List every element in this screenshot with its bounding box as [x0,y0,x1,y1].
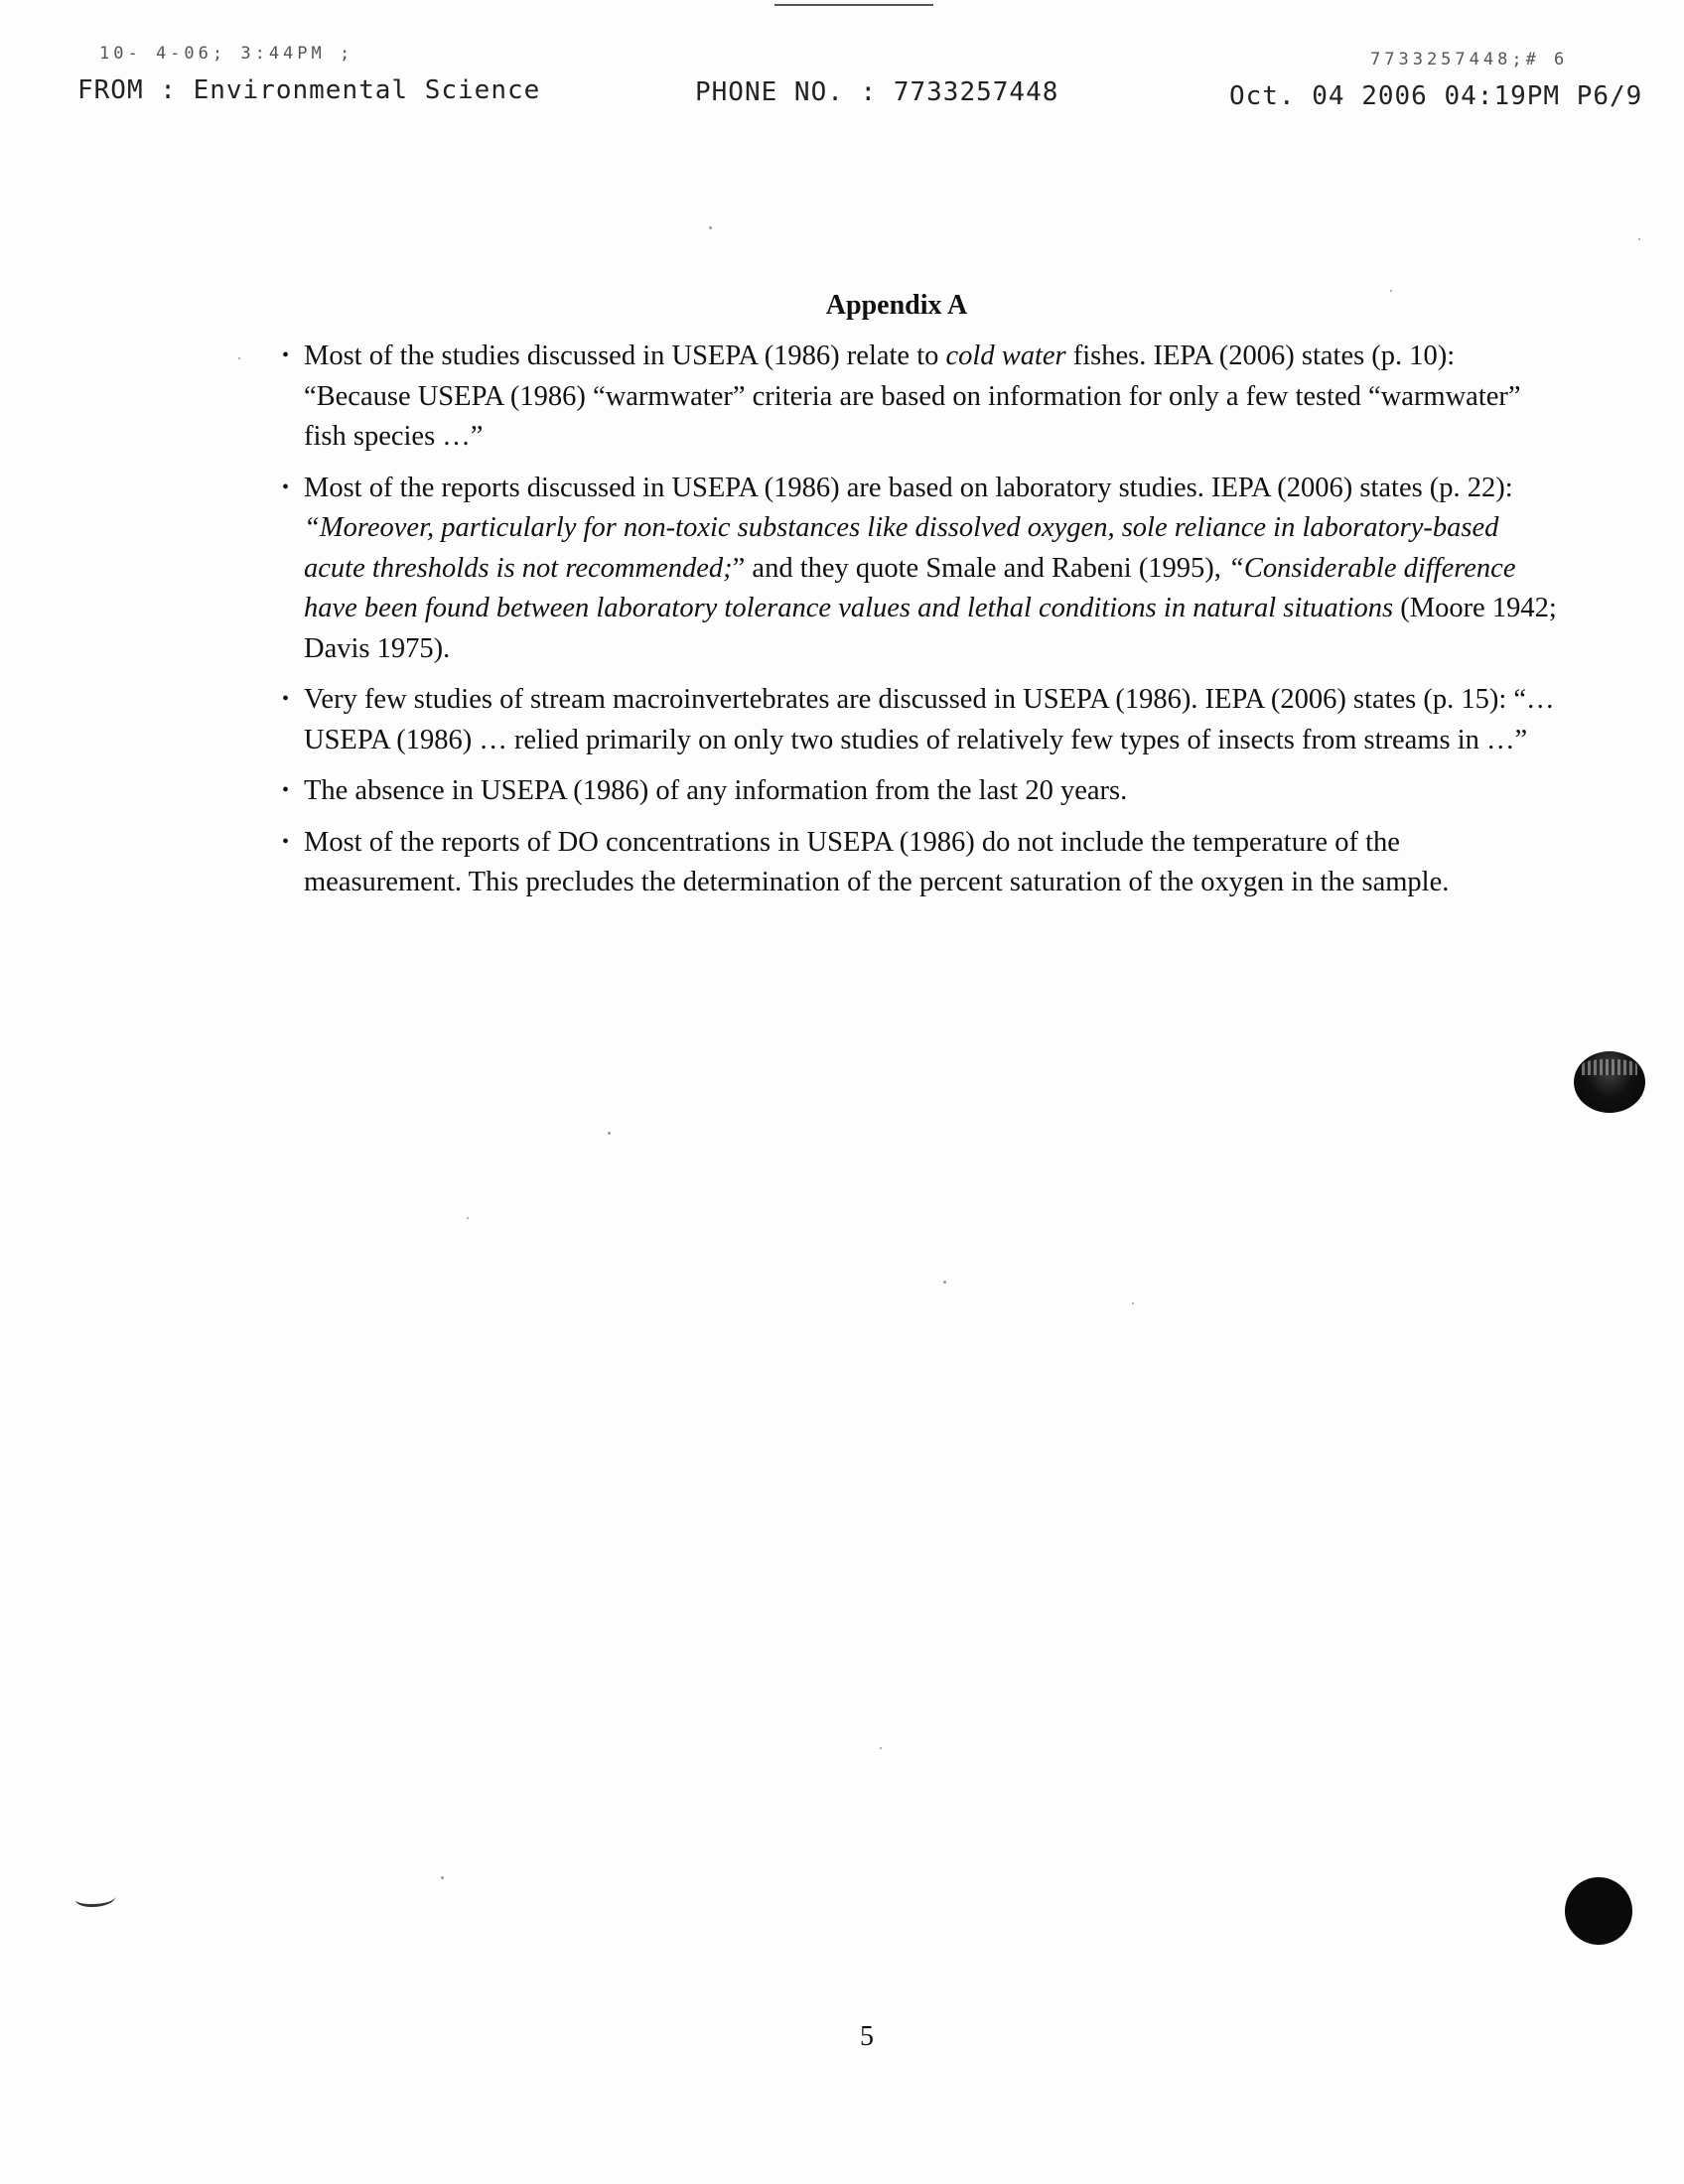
page-number: 5 [860,2021,874,2052]
scan-speck [1638,238,1640,240]
fax-phone-line: PHONE NO. : 7733257448 [695,77,1059,107]
punch-hole-mark [1565,1877,1632,1945]
scan-speck [880,1747,882,1749]
scan-speck [1390,290,1392,292]
scan-speck [709,226,712,229]
bullet-text: Most of the reports discussed in USEPA (1986) are based on laboratory studies. IEPA (2006) states (p. 22): [304,472,1513,503]
bullet-text: fishes. IEPA (2006) states (p. 10): “Because USEPA (1986) “warmwater” criteria are based on information for only a few tested “warmwater” fish species …” [304,341,1521,452]
bullet-text: The absence in USEPA (1986) of any information from the last 20 years. [304,775,1128,806]
document-title: Appendix A [825,290,968,321]
bullet-item [276,770,1557,812]
bullet-item [276,822,1557,903]
bullet-icon: • [282,779,290,801]
bullet-text: Very few studies of stream macroinvertebrates are discussed in USEPA (1986). IEPA (2006) states (p. 15): “…USEPA (1986) … relied primarily on only two studies of relatively few types of insects from streams in …” [304,684,1555,755]
punch-hole-mark [1574,1051,1645,1113]
fax-from-line: FROM : Environmental Science [77,75,541,105]
bullet-item [276,336,1557,458]
bullet-text-italic: cold water [945,341,1066,371]
scan-speck [441,1876,444,1879]
bullet-text-italic: “Considerable difference have been found between laboratory tolerance values and lethal conditions in natural situations [304,552,1516,623]
scan-speck [943,1281,946,1284]
fax-time-stamp: 10- 4-06; 3:44PM ; [99,44,354,64]
bullet-text: Most of the reports of DO concentrations in USEPA (1986) do not include the temperature of the measurement. This precludes the determination of the percent saturation of the oxygen in the sample. [304,826,1450,897]
scan-speck [238,357,240,359]
bullet-icon: • [282,476,290,498]
fax-number-stamp: 7733257448;# 6 [1370,50,1569,69]
top-rule [774,4,933,6]
bullet-item [276,468,1557,670]
scan-mark [75,1890,115,1907]
bullet-icon: • [282,688,290,710]
bullet-icon: • [282,344,290,366]
bullet-text: ” and they quote Smale and Rabeni (1995), [732,552,1229,584]
bullet-text: Most of the studies discussed in USEPA (1986) relate to [304,341,946,371]
scan-speck [1132,1302,1134,1304]
scan-speck [467,1217,469,1219]
bullet-item [276,679,1557,760]
bullet-text-italic: “Moreover, particularly for non-toxic substances like dissolved oxygen, sole reliance in laboratory-based acute thresholds is not recommended; [304,512,1499,584]
bullet-text: (Moore 1942; Davis 1975). [304,593,1557,664]
fax-date-line: Oct. 04 2006 04:19PM P6/9 [1229,81,1643,111]
bullet-icon: • [282,830,290,853]
scan-speck [608,1132,611,1135]
bullet-list [276,336,1557,913]
